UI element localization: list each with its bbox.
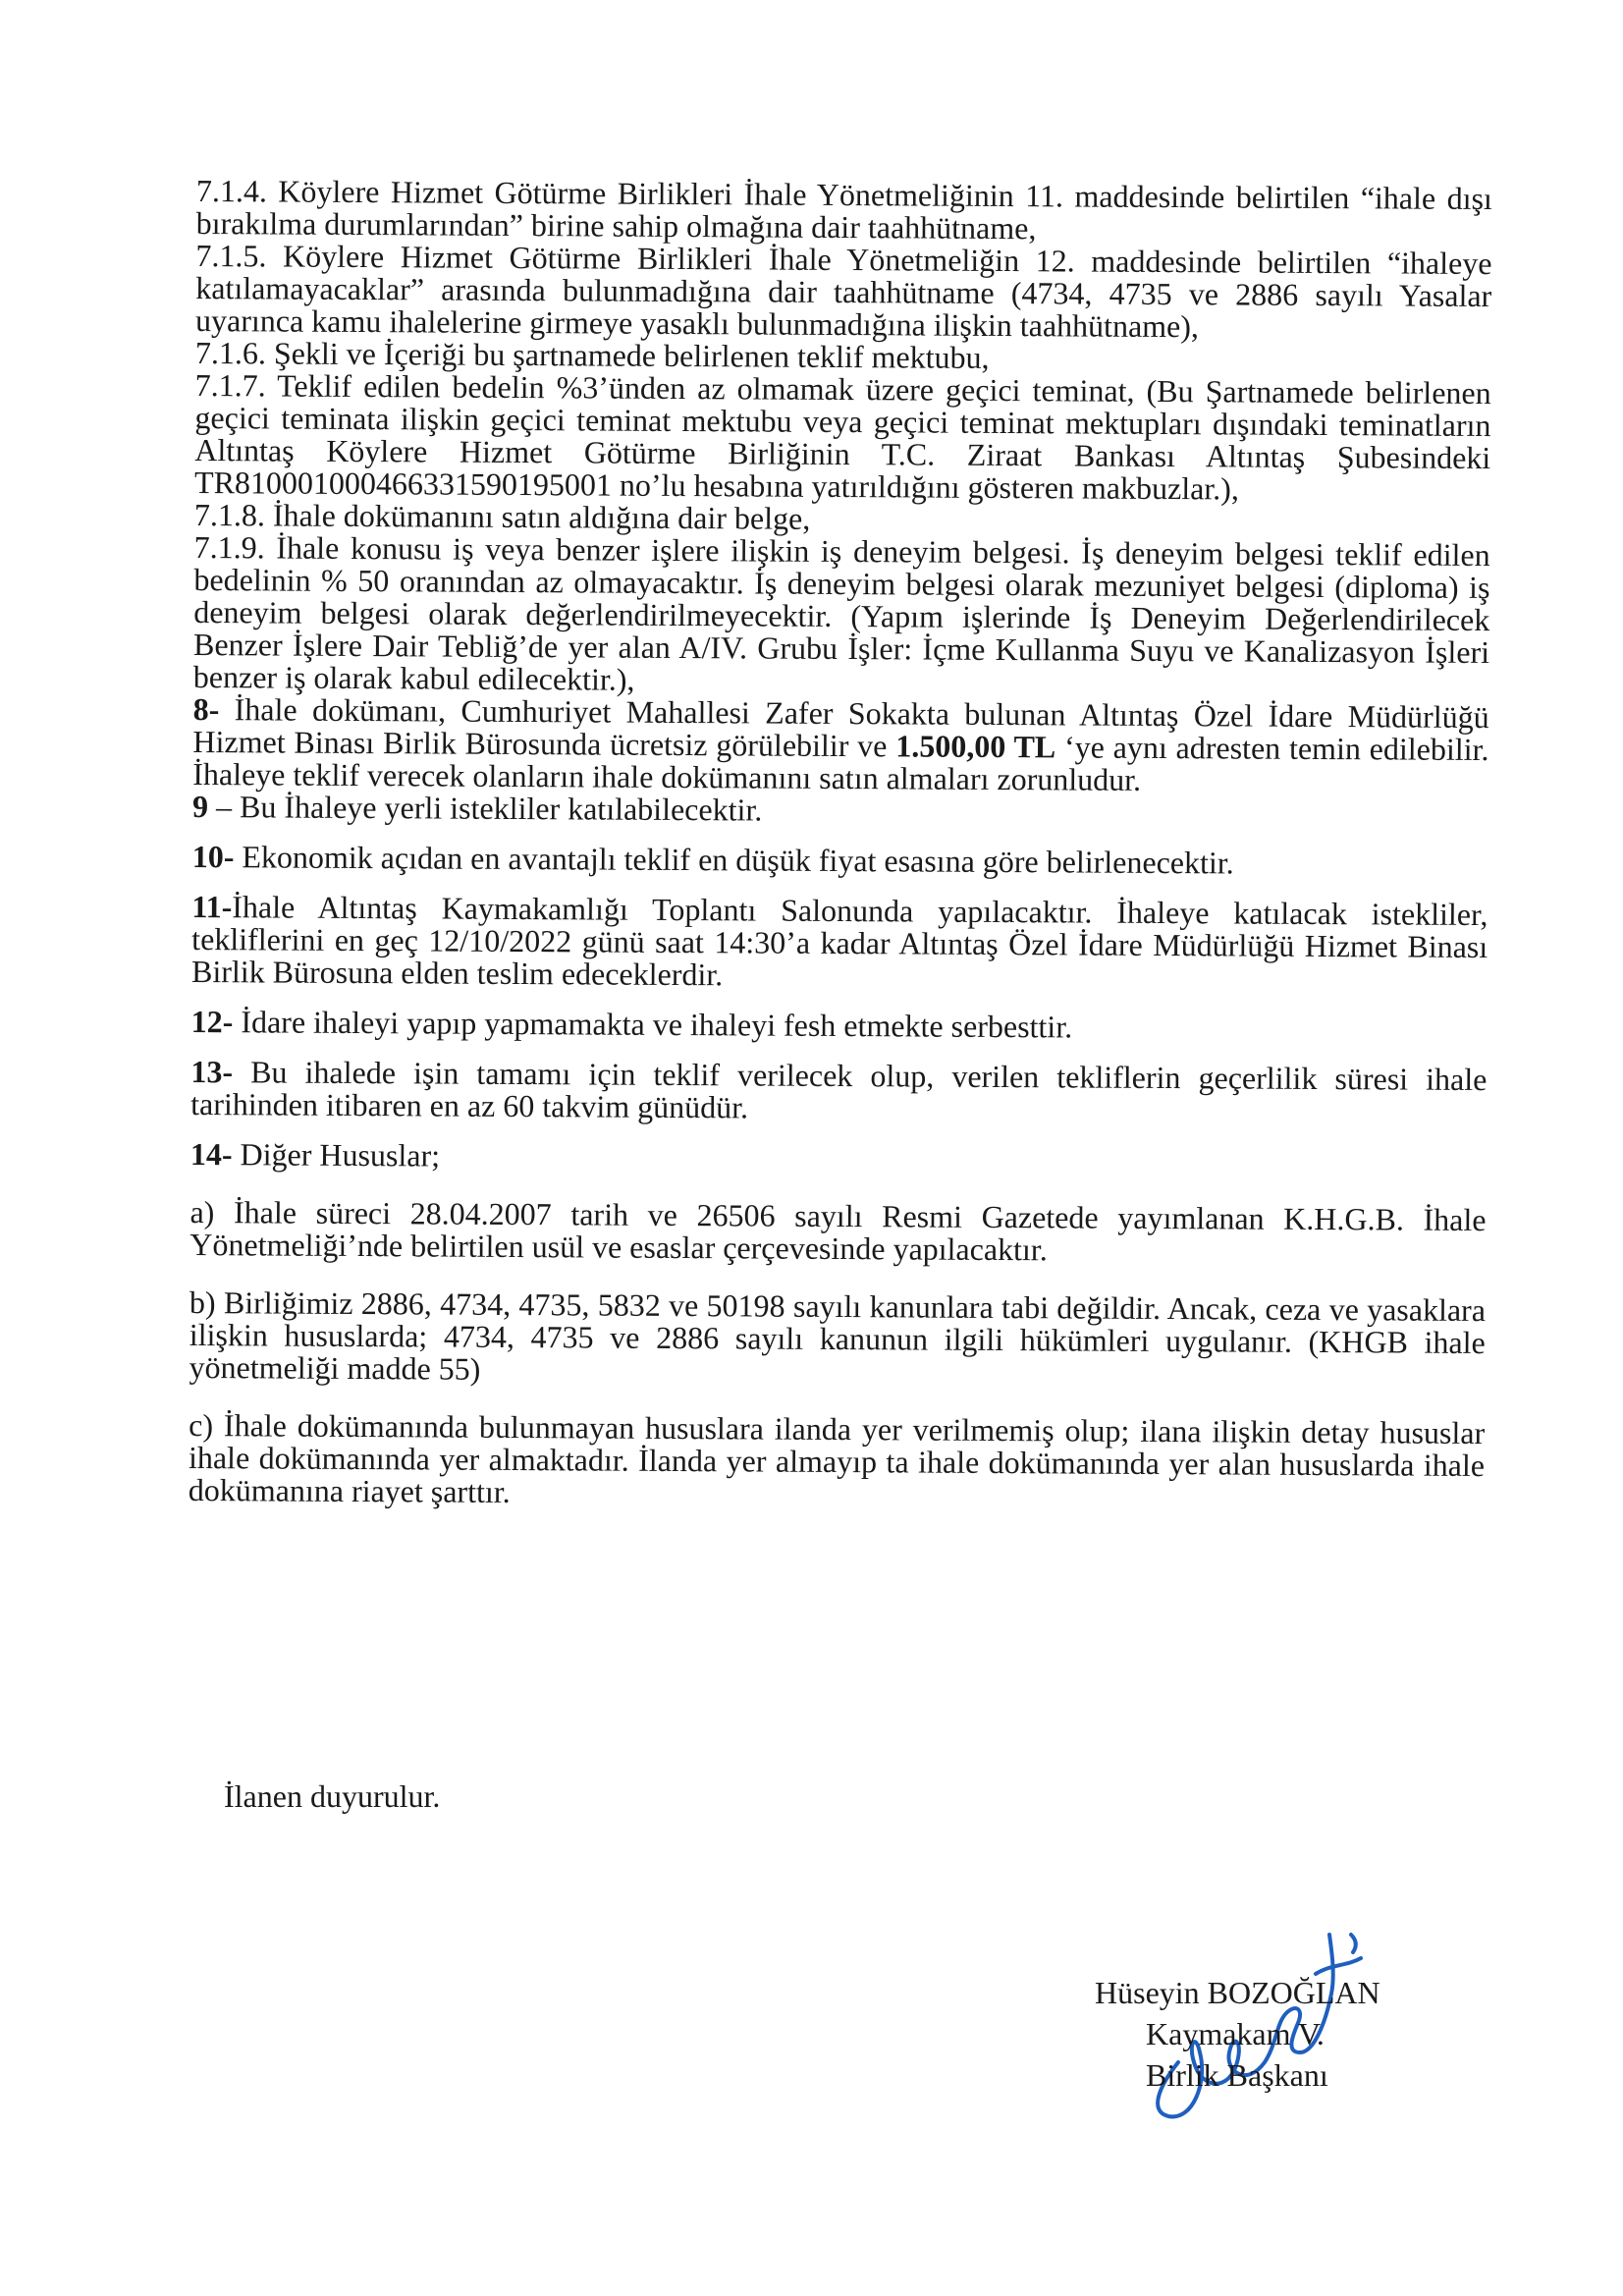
article-13-number: 13- bbox=[190, 1053, 234, 1090]
article-11-number: 11- bbox=[191, 888, 233, 925]
article-10 bbox=[191, 838, 1488, 881]
item-b-text: b) Birliğimiz 2886, 4734, 4735, 5832 ve 50198 sayılı kanunlara tabi değildir. Ancak, ceza ve yasaklara ilişkin hususlarda; 4734, 4735 ve 2886 sayılı kanunun ilgili hükümleri uygulanır. (KHGB ihale yönetmeliği madde 55) bbox=[189, 1284, 1487, 1387]
clause-7-1-7-text: 7.1.7. Teklif edilen bedelin %3’ünden az olmamak üzere geçici teminat, (Bu Şartnamede belirlenen geçici teminata ilişkin geçici teminat mektubu veya geçici teminat mektupları dışındaki teminatların Altıntaş Köylere Hizmet Götürme Birliğinin T.C. Ziraat Bankası Altıntaş Şubesindeki TR810001000466331590195001 no’lu hesabına yatırıldığını gösteren makbuzlar.), bbox=[193, 366, 1491, 507]
signature-stroke-flourish bbox=[1316, 1935, 1361, 1974]
article-14-number: 14- bbox=[189, 1135, 233, 1173]
item-b bbox=[189, 1286, 1486, 1392]
article-8 bbox=[192, 690, 1489, 798]
article-8-text-before: İhale dokümanı, Cumhuriyet Mahallesi Zafer Sokakta bulunan Altıntaş Özel İdare Müdürlüğü Hizmet Binası Birlik Bürosunda ücretsiz görülebilir ve bbox=[192, 691, 1489, 764]
clause-7-1-9-text: 7.1.9. İhale konusu iş veya benzer işlere ilişkin iş deneyim belgesi. İş deneyim belgesi teklif edilen bedelinin % 50 oranından az olmayacaktır. İş deneyim belgesi olarak mezuniyet belgesi (diploma) iş deneyim belgesi olarak değerlendirilmeyecektir. (Yapım işlerinde İş Deneyim Değerlendirilecek Benzer İşlere Dair Tebliğ’de yer alan A/IV. Grubu İşler: İçme Kullanma Suyu ve Kanalizasyon İşleri benzer iş olarak kabul edilecektir.), bbox=[192, 528, 1490, 697]
article-9-text: – Bu İhaleye yerli istekliler katılabilecektir. bbox=[207, 789, 763, 828]
closing-statement: İlanen duyurulur. bbox=[224, 1778, 441, 1814]
clause-7-1-4-text: 7.1.4. Köylere Hizmet Götürme Birlikleri İhale Yönetmeliğinin 11. maddesinde belirtilen “ihale dışı bırakılma durumlarından” birine sahip olmağına dair taahhütname, bbox=[195, 173, 1492, 246]
item-a-text: a) İhale süreci 28.04.2007 tarih ve 26506 sayılı Resmi Gazetede yayımlanan K.H.G.B. İhale Yönetmeliği’nde belirtilen usül ve esaslar çerçevesinde yapılacaktır. bbox=[189, 1193, 1487, 1268]
article-9 bbox=[191, 788, 1488, 831]
clause-7-1-7 bbox=[193, 366, 1491, 507]
signatory-name: Hüseyin BOZOĞLAN bbox=[1095, 1975, 1380, 2010]
article-13-text: Bu ihalede işin tamamı için teklif verilecek olup, verilen tekliflerin geçerlilik süresi ihale tarihinden itibaren en az 60 takvim günüdür. bbox=[190, 1054, 1488, 1125]
article-9-number: 9 bbox=[191, 788, 209, 825]
clause-7-1-5 bbox=[194, 237, 1492, 345]
article-14 bbox=[189, 1135, 1487, 1178]
signatory-title: Kaymakam V. bbox=[1146, 2016, 1325, 2051]
article-10-number: 10- bbox=[191, 838, 235, 875]
clause-7-1-6-text: 7.1.6. Şekli ve İçeriği bu şartnamede belirlenen teklif mektubu, bbox=[194, 334, 990, 375]
article-10-text: Ekonomik açıdan en avantajlı teklif en düşük fiyat esasına göre belirlenecektir. bbox=[234, 839, 1234, 881]
article-11-text: İhale Altıntaş Kaymakamlığı Toplantı Salonunda yapılacaktır. İhaleye katılacak istekliler, tekliflerini en geç 12/10/2022 günü saat 14:30’a kadar Altıntaş Özel İdare Müdürlüğü Hizmet Binası Birlik Bürosuna elden teslim edeceklerdir. bbox=[190, 889, 1488, 993]
article-12-text: İdare ihaleyi yapıp yapmamakta ve ihaleyi fesh etmekte serbesttir. bbox=[233, 1004, 1073, 1045]
item-c bbox=[188, 1406, 1486, 1514]
item-a bbox=[189, 1193, 1487, 1269]
article-8-number: 8- bbox=[192, 690, 220, 728]
article-13 bbox=[190, 1053, 1488, 1128]
article-12 bbox=[190, 1003, 1488, 1046]
clause-7-1-5-text: 7.1.5. Köylere Hizmet Götürme Birlikleri İhale Yönetmeliğin 12. maddesinde belirtilen “ihaleye katılamayacaklar” arasında bulunmadığına dair taahhütname (4734, 4735 ve 2886 sayılı Yasalar uyarınca kamu ihalelerine girmeye yasaklı bulunmadığına ilişkin taahhütname), bbox=[194, 237, 1492, 345]
item-c-text: c) İhale dokümanında bulunmayan hususlara ilanda yer verilmemiş olup; ilana ilişkin detay hususlar ihale dokümanında yer almaktadır. İlanda yer almayıp ta ihale dokümanında yer alan hususlarda ihale dokümanına riayet şarttır. bbox=[188, 1406, 1486, 1509]
document-fee-amount: 1.500,00 TL bbox=[895, 728, 1056, 765]
clause-7-1-8-text: 7.1.8. İhale dokümanını satın aldığına dair belge, bbox=[193, 496, 811, 536]
article-12-number: 12- bbox=[190, 1003, 234, 1040]
document-body bbox=[189, 175, 1492, 1514]
article-8-text-after: ‘ye aynı adresten temin edilebilir. İhaleye teklif verecek olanların ihale dokümanını satın almaları zorunludur. bbox=[192, 729, 1489, 797]
clause-7-1-9 bbox=[192, 528, 1490, 701]
signatory-role: Birlik Başkanı bbox=[1146, 2057, 1328, 2093]
article-11 bbox=[190, 888, 1488, 996]
article-14-text: Diğer Hususlar; bbox=[232, 1136, 441, 1174]
clause-7-1-4 bbox=[196, 175, 1492, 247]
signature-block bbox=[1095, 1972, 1380, 2096]
